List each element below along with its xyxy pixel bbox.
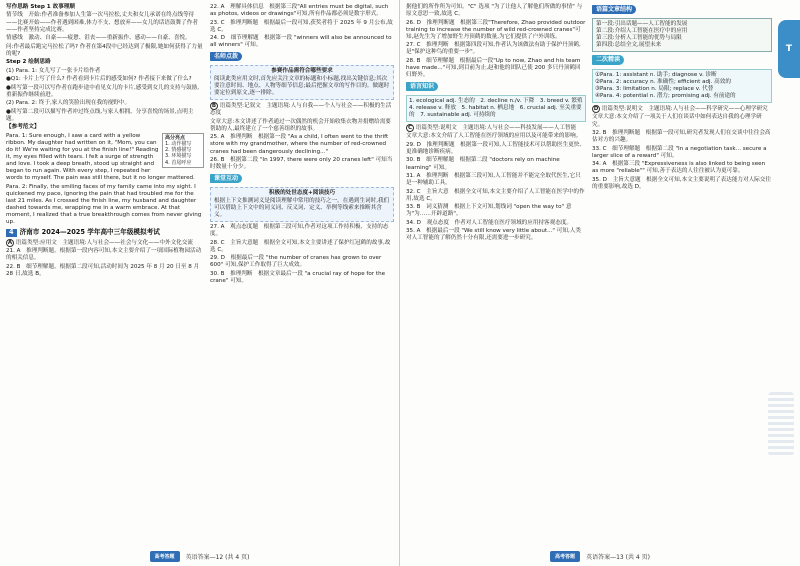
answer-29: 29. D 推理判断题 根据第一段可知,人工智能技术可以帮助医生更快、更准确地诊断疾病。 (406, 141, 585, 155)
paragraph: 据他们的所作所为可知。"C" 选项 "为了让他人了解他们所做的事情" 与原文意思一致,故选 C。 (406, 4, 583, 18)
model-essay-para2: Para. 2: Finally, the smiling faces of my family came into my sight. I quickened my pace, ignoring the pain that had troubled me for the last 21 miles. As I crossed the finish line, my husband and daughter dashed towards me, wrapping me in a warm embrace. At that moment, I realized that a true breakthrough comes from never giving up. (6, 183, 202, 226)
summary: 文章大意:本文介绍了人工智能在医疗领域的应用以及可能带来的影响。 (406, 133, 582, 140)
paragraph: 问:作者最后跑完马拉松了吗? 作者在第4段中已经达到了极限,她如何获得了力量的呢? (6, 43, 203, 57)
tip-box (210, 65, 394, 100)
vocab-item: ④Para. 4: potential n. 潜力; promising adj. 有前途的 (595, 92, 736, 99)
step2-heading: Step 2 绘制思路 (6, 59, 51, 66)
publisher-logo: 高考答题 (550, 551, 580, 562)
structure-item: 第一段:引出话题——人工智能的发展 (596, 21, 688, 28)
highlights-box (162, 133, 204, 168)
tip-box-title: 参赛作品需符合哪些要求 (271, 67, 333, 74)
left-column-2 (210, 4, 394, 544)
interaction-box-title: 积极的处世态度+阅读技巧 (268, 189, 336, 196)
answer-22: 22. B 细节理解题。根据第二段可知,活动时间为 2025 年 8 月 20 日至 8 月 28 日,故选 B。 (6, 263, 200, 277)
answer-26: 26. B 根据第二段 "In 1997, there were only 20 cranes left" 可知当时数量十分少。 (210, 157, 393, 171)
paragraph: 语篇类型:应用文 主题语境:人与社会——社会与文化——中外文化交流 (15, 239, 193, 246)
right-column-2 (592, 4, 772, 544)
answer-33: 33. B 词义猜测 根据上下文可知,划线词 "open the way to" 意为"为……开辟道路"。 (406, 204, 572, 218)
interaction-banner: 课堂互动 (210, 174, 242, 183)
highlight-item: 1. 动作描写 (165, 141, 192, 147)
right-page (400, 0, 800, 566)
answer-33: 33. C 细节理解题 根据第二段 "In a negotiation task... secure a larger slice of a reward" 可知。 (592, 145, 767, 159)
answer-34: 34. D 观点态度 作者对人工智能在医疗领域的应用持客观态度。 (406, 219, 573, 226)
part-a-badge: A (7, 239, 13, 246)
part-c-badge: C (407, 124, 413, 131)
structure-banner: 语篇文章结构 (592, 5, 636, 14)
paragraph: ●Q1: 卡片上写了什么? 作者看到卡片后的感受如何? 作者接下来做了什么? (6, 76, 192, 83)
answer-25: 25. A 推理判断 根据第一段 "As a child, I often went to the thrift store with my grandmother, where the number of red-crowned cranes had been dangerously declining..." (210, 134, 389, 155)
answer-30: 30. B 推理判断 根据文章最后一段 "a crucial ray of hope for the crane" 可知。 (210, 270, 386, 284)
answer-27: 27. C 推理判断 根据第四段可知,作者认为该做法有助于保护丹顶鹤,是"保护这种鸟的重要一步"。 (406, 42, 581, 56)
answer-34: 34. A 根据第三段 "Expressiveness is also linked to being seen as more "reliable"" 可知,善于表达的人往往被认为更可靠。 (592, 161, 766, 175)
page-number: 英语答案—13 (共 4 页) (586, 554, 650, 561)
section-title: 济南市 2024—2025 学年高中三年级模拟考试 (19, 228, 160, 237)
highlight-item: 4. 首尾呼应 (165, 159, 192, 166)
answer-27: 27. A 观点态度题 根据第三段可知,作者对这项工作持积极、支持的态度。 (210, 224, 389, 238)
highlights-title: 高分亮点 (165, 134, 186, 141)
answer-35: 35. A 根据最后一段 "We still know very little about..." 可知,人类对人工智能的了解仍然十分有限,还需要进一步研究。 (406, 228, 581, 242)
vocab-box: 1. ecological adj. 生态的 2. decline n./v. 下降 3. breed v. 繁殖 4. release v. 释放 5. habitat n. 栖息地 6. crucial adj. 至关重要的 7. sustainable adj. 可持续的 (406, 95, 586, 122)
right-footer (400, 551, 800, 562)
vocab-item: ③Para. 3: limitation n. 局限; replace v. 代替 (595, 85, 714, 92)
writing-heading: 写作思路 Step 1 故事理顺 (6, 4, 75, 10)
highlight-item: 2. 情感描写 (165, 147, 192, 154)
reread-banner: 二次精读 (592, 55, 624, 64)
paragraph: ●续写第二段可以描写作者冲过终点线,与家人相拥、分享喜悦的场景,点明主题。 (6, 108, 194, 122)
answer-31: 31. A 推理判断 根据第三段可知,人工智能并不能完全取代医生,它只是一种辅助工具。 (406, 173, 581, 187)
section-heading (6, 229, 204, 236)
answer-28: 28. B 细节理解题 根据最后一段"Up to now, Zhao and his team have made..."可知,到目前为止,赵和他的团队已使 200 多只丹顶鹤回归野外。 (406, 57, 581, 79)
watermark-stamp (768, 392, 794, 456)
answer-29: 29. D 根据最后一段 "the number of cranes has grown to over 600" 可知,保护工作取得了巨大成效。 (210, 255, 382, 269)
answer-32: 32. C 主旨大意 根据全文可知,本文主要介绍了人工智能在医学中的作用,故选 C。 (406, 188, 585, 202)
right-column-1 (406, 4, 589, 544)
vocab-item: ②Para. 2: accuracy n. 准确性; efficient adj. 高效的 (595, 78, 731, 85)
answer-28: 28. C 主旨大意题 根据全文可知,本文主要讲述了保护红冠鹤的故事,故选 C。 (210, 239, 391, 253)
structure-item: 第三段:分析人工智能的优势与局限 (596, 35, 682, 42)
answer-26: 26. D 推理判断题 根据第三段"Therefore, Zhao provided outdoor training to increase the number of wild red-crowned cranes"可知,赵先生为了增加野生丹顶鹤的数量,为它们提供了户外训练。 (406, 19, 586, 40)
tip-box-text: 阅读此类应用文时,首先应关注文章的标题和小标题,找出关键信息;其次要注意时间、地点、人物等细节信息;最后把握文章的写作目的。做题时要定位到原文,逐一排除。 (214, 75, 390, 97)
paragraph: 语篇类型:说明文 主题语境:人与社会——科学研究——心理学研究 (601, 105, 768, 112)
structure-item: 第二段:介绍人工智能在医疗中的应用 (596, 28, 688, 35)
paragraph: (1) Para. 1: 女儿写了一张卡片给作者 (6, 67, 101, 74)
structure-item: 第四段:总结全文,展望未来 (596, 42, 662, 49)
part-b-badge: B (211, 103, 217, 110)
summary: 文章大意:本文介绍了一项关于人们在谈话中如何表达自我的心理学研究。 (592, 114, 762, 128)
answer-22a: 22. A 理解具体信息 根据第三段"All entries must be digital, such as photos, videos or drawings"可知,所有作品都必须是数字形式。 (210, 4, 389, 18)
part-d-badge: D (593, 105, 599, 112)
vocab-banner: 语言知识 (406, 82, 438, 91)
paragraph: ●续写第一段可以写作者在跑步途中看见女儿的卡片,感受到女儿的支持与鼓励,重新振作继续前进。 (6, 84, 200, 98)
answer-24: 24. D 细节理解题 根据第一段 "winners will also be announced to all winners" 可知。 (210, 35, 392, 49)
paragraph: 语篇类型:说明文 主题语境:人与社会——科技发展——人工智能 (415, 124, 577, 131)
left-footer (0, 551, 399, 562)
section-number: 4 (6, 229, 17, 236)
publisher-logo: 高考答题 (150, 551, 180, 562)
answer-30: 30. B 细节理解题 根据第二段 "doctors rely on machine learning" 可知。 (406, 157, 560, 171)
interaction-box-text: 根据上下文推测词义是阅读理解中常用的技巧之一。在遇到生词时,我们可以借助上下文中的同义词、反义词、定义、举例等线索来推断其含义。 (214, 197, 390, 218)
reread-box (592, 69, 772, 103)
page-number: 英语答案—12 (共 4 页) (185, 554, 250, 561)
answer-32: 32. B 推理判断题 根据第一段可知,研究者发现人们在交谈中往往会高估对方的兴趣。 (592, 130, 771, 144)
model-essay-para1: Para. 1: Sure enough, I saw a card with a yellow ribbon. My daughter had written on it, "Mom, you can do it! We're waiting for you at the finish line!" Reading it, my eyes filled with tears. I felt a surge of strength and love. I took a deep breath, stood up straight and began to run again. With every step, I repeated her words to myself. The pain was still there, but it no longer mattered. (6, 132, 195, 182)
side-tab: T (778, 20, 800, 78)
paragraph: (2) Para. 2: 终于,家人的笑脸出现在我的视野中。 (6, 100, 131, 107)
answer-21: 21. A 推理判断题。根据第一段内容可知,本文主要介绍了一项国际植物园活动的相关信息。 (6, 247, 202, 262)
tip-banner: 名师点拨 (210, 52, 242, 61)
paragraph: 情感线 激动、自豪——疲惫、沮丧——重新振作、感动——自豪、喜悦。 (6, 35, 191, 42)
answer-35: 35. D 主旨大意题 根据全文可知,本文主要说明了表达能力对人际交往的重要影响,故选 D。 (592, 176, 771, 190)
vocab-item: ①Para. 1: assistant n. 助手; diagnose v. 诊断 (595, 71, 717, 78)
interaction-box (210, 187, 394, 222)
structure-box (592, 18, 772, 52)
model-essay-label: 【参考范文】 (6, 124, 40, 131)
left-column-1 (6, 4, 204, 544)
summary: 文章大意:本文讲述了作者通过一次偶然的机会开始收集衣物并捐赠给需要帮助的人,最终建立了一个慈善组织的故事。 (210, 118, 391, 132)
answer-23: 23. C 推理判断题 根据最后一段可知,获奖者将于 2025 年 9 月公布,故选 C。 (210, 19, 393, 33)
paragraph: 情节线 开始:作者准备参加人生第一次马拉松,丈夫和女儿承诺在终点线等待——比赛开始——作者遇到困难,体力不支、想放弃——女儿的话语鼓舞了作者——作者坚持完成比赛。 (6, 12, 198, 33)
paragraph: 语篇类型:记叙文 主题语境:人与自我——个人与社会——积极的生活态度 (210, 103, 392, 117)
highlight-item: 3. 环境描写 (165, 153, 192, 160)
